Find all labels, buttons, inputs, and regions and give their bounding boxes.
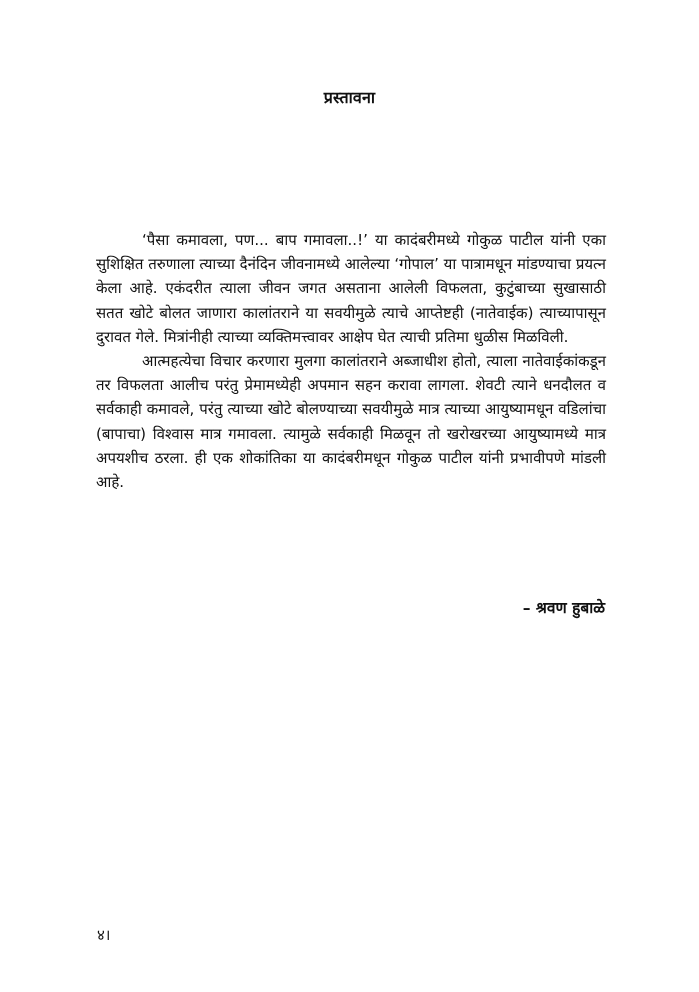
page-title: प्रस्तावना [323, 88, 376, 107]
preface-body [96, 228, 606, 494]
page-number: ४। [97, 926, 111, 944]
author-signature: – श्रवण हुबाळे [522, 599, 605, 617]
paragraph-2: आत्महत्येचा विचार करणारा मुलगा कालांतराने अब्जाधीश होतो, त्याला नातेवाईकांकडून तर विफलता आलीच परंतु प्रेमामध्येही अपमान सहन करावा लागला. शेवटी त्याने धनदौलत व सर्वकाही कमावले, परंतु त्याच्या खोटे बोलण्याच्या सवयीमुळे मात्र त्याच्या आयुष्यामधून वडिलांचा (बापाचा) विश्वास मात्र गमावला. त्यामुळे सर्वकाही मिळवून तो खरोखरच्या आयुष्यामध्ये मात्र अपयशीच ठरला. ही एक शोकांतिका या कादंबरीमधून गोकुळ पाटील यांनी प्रभावीपणे मांडली आहे. [96, 352, 606, 492]
paragraph-1: ‘पैसा कमावला, पण... बाप गमावला..!’ या कादंबरीमध्ये गोकुळ पाटील यांनी एका सुशिक्षित तरुणाला त्याच्या दैनंदिन जीवनामध्ये आलेल्या ‘गोपाल’ या पात्रामधून मांडण्याचा प्रयत्न केला आहे. एकंदरीत त्याला जीवन जगत असताना आलेली विफलता, कुटुंबाच्या सुखासाठी सतत खोटे बोलत जाणारा कालांतराने या सवयीमुळे त्याचे आप्तेष्टही (नातेवाईक) त्याच्यापासून दुरावत गेले. मित्रांनीही त्याच्या व्यक्तिमत्त्वावर आक्षेप घेत त्याची प्रतिमा धुळीस मिळविली. [96, 231, 606, 346]
